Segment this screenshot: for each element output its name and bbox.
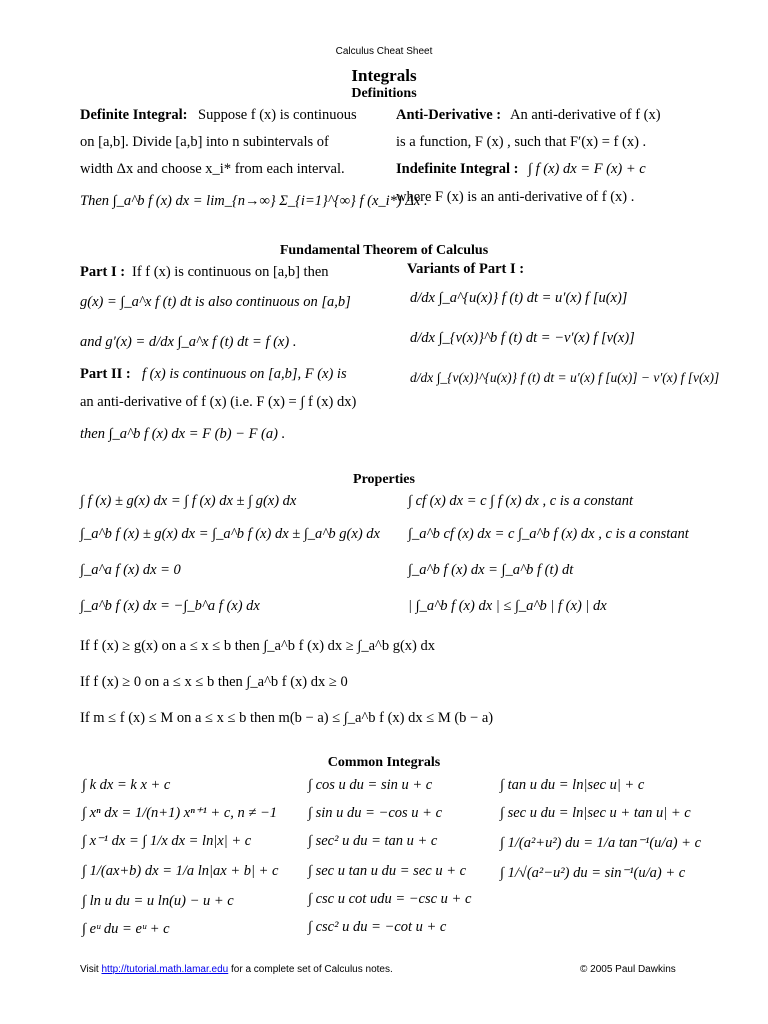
common-col1-3: ∫ x⁻¹ dx = ∫ 1/x dx = ln|x| + c [82, 833, 252, 849]
common-col2-1: ∫ cos u du = sin u + c [308, 777, 433, 793]
ftc-variant-3: d/dx ∫_{v(x)}^{u(x)} f (t) dt = u′(x) f [u(x)] − v′(x) f [v(x)] [410, 370, 720, 385]
page-title: Integrals [351, 66, 417, 85]
ftc-part1-line-3: and g′(x) = d/dx ∫_a^x f (t) dt = f (x) . [80, 334, 297, 350]
indefinite-note: where F (x) is an anti-derivative of f (x) . [396, 189, 635, 205]
ftc-variant-1: d/dx ∫_a^{u(x)} f (t) dt = u′(x) f [u(x)] [410, 290, 628, 306]
footer-suffix: for a complete set of Calculus notes. [228, 964, 393, 975]
definite-line-3: width Δx and choose x_i* from each interval. [80, 161, 345, 177]
footer-prefix: Visit [80, 964, 102, 975]
common-col1-6: ∫ eᵘ du = eᵘ + c [82, 921, 170, 937]
property-left-1: ∫ f (x) ± g(x) dx = ∫ f (x) dx ± ∫ g(x) dx [80, 493, 297, 509]
property-full-1: If f (x) ≥ g(x) on a ≤ x ≤ b then ∫_a^b f (x) dx ≥ ∫_a^b g(x) dx [80, 638, 435, 654]
ftc-part2-line-2: an anti-derivative of f (x) (i.e. F (x) = ∫ f (x) dx) [80, 394, 357, 410]
property-left-4: ∫_a^b f (x) dx = −∫_b^a f (x) dx [80, 598, 260, 614]
footer-link[interactable]: http://tutorial.math.lamar.edu [101, 964, 229, 975]
ftc-part1-line-1: If f (x) is continuous on [a,b] then [132, 264, 329, 280]
common-col1-2: ∫ xⁿ dx = 1/(n+1) xⁿ⁺¹ + c, n ≠ −1 [82, 805, 278, 821]
property-right-2: ∫_a^b cf (x) dx = c ∫_a^b f (x) dx , c is a constant [408, 526, 689, 542]
property-left-3: ∫_a^a f (x) dx = 0 [80, 562, 181, 578]
property-right-4: | ∫_a^b f (x) dx | ≤ ∫_a^b | f (x) | dx [408, 598, 607, 614]
antiderivative-label: Anti-Derivative : [396, 107, 502, 123]
ftc-part2-line-1: f (x) is continuous on [a,b], F (x) is [142, 366, 347, 382]
common-col2-4: ∫ sec u tan u du = sec u + c [308, 863, 467, 879]
common-col2-5: ∫ csc u cot udu = −csc u + c [308, 891, 472, 907]
definite-line-4: Then ∫_a^b f (x) dx = lim_{n→∞} Σ_{i=1}^{∞} f (x_i*) Δx . [80, 193, 428, 209]
definite-line-2: on [a,b]. Divide [a,b] into n subintervals of [80, 134, 329, 150]
ftc-part1-line-2: g(x) = ∫_a^x f (t) dt is also continuous on [a,b] [80, 294, 351, 310]
common-col1-4: ∫ 1/(ax+b) dx = 1/a ln|ax + b| + c [82, 863, 279, 879]
common-col2-3: ∫ sec² u du = tan u + c [308, 833, 438, 849]
copyright-notice: © 2005 Paul Dawkins [580, 964, 676, 975]
common-col3-2: ∫ sec u du = ln|sec u + tan u| + c [500, 805, 691, 821]
ftc-variants-label: Variants of Part I : [407, 261, 525, 277]
footer-notes [80, 964, 393, 975]
sheet-title: Calculus Cheat Sheet [335, 46, 433, 57]
properties-heading: Properties [353, 472, 415, 487]
common-col1-1: ∫ k dx = k x + c [82, 777, 171, 793]
common-col3-3: ∫ 1/(a²+u²) du = 1/a tan⁻¹(u/a) + c [500, 835, 702, 851]
ftc-variant-2: d/dx ∫_{v(x)}^b f (t) dt = −v′(x) f [v(x)] [410, 330, 635, 346]
property-full-3: If m ≤ f (x) ≤ M on a ≤ x ≤ b then m(b − a) ≤ ∫_a^b f (x) dx ≤ M (b − a) [80, 710, 494, 726]
ftc-part2-label: Part II : [80, 366, 131, 382]
definite-line-1: Suppose f (x) is continuous [198, 107, 357, 123]
antiderivative-line-2: is a function, F (x) , such that F′(x) = f (x) . [396, 134, 647, 150]
ftc-heading: Fundamental Theorem of Calculus [279, 243, 489, 258]
common-integrals-heading: Common Integrals [327, 755, 441, 770]
property-right-3: ∫_a^b f (x) dx = ∫_a^b f (t) dt [408, 562, 574, 578]
common-col2-2: ∫ sin u du = −cos u + c [308, 805, 443, 821]
indefinite-formula: ∫ f (x) dx = F (x) + c [528, 161, 646, 177]
common-col2-6: ∫ csc² u du = −cot u + c [308, 919, 447, 935]
ftc-part2-line-3: then ∫_a^b f (x) dx = F (b) − F (a) . [80, 426, 286, 442]
definitions-heading: Definitions [351, 86, 417, 101]
common-col3-1: ∫ tan u du = ln|sec u| + c [500, 777, 645, 793]
common-col1-5: ∫ ln u du = u ln(u) − u + c [82, 893, 234, 909]
antiderivative-line-1: An anti-derivative of f (x) [510, 107, 661, 123]
definite-integral-label: Definite Integral: [80, 107, 188, 123]
ftc-part1-label: Part I : [80, 264, 126, 280]
property-left-2: ∫_a^b f (x) ± g(x) dx = ∫_a^b f (x) dx ± ∫_a^b g(x) dx [80, 526, 380, 542]
property-right-1: ∫ cf (x) dx = c ∫ f (x) dx , c is a constant [408, 493, 634, 509]
property-full-2: If f (x) ≥ 0 on a ≤ x ≤ b then ∫_a^b f (x) dx ≥ 0 [80, 674, 348, 690]
indefinite-integral-label: Indefinite Integral : [396, 161, 519, 177]
common-col3-4: ∫ 1/√(a²−u²) du = sin⁻¹(u/a) + c [500, 865, 686, 881]
